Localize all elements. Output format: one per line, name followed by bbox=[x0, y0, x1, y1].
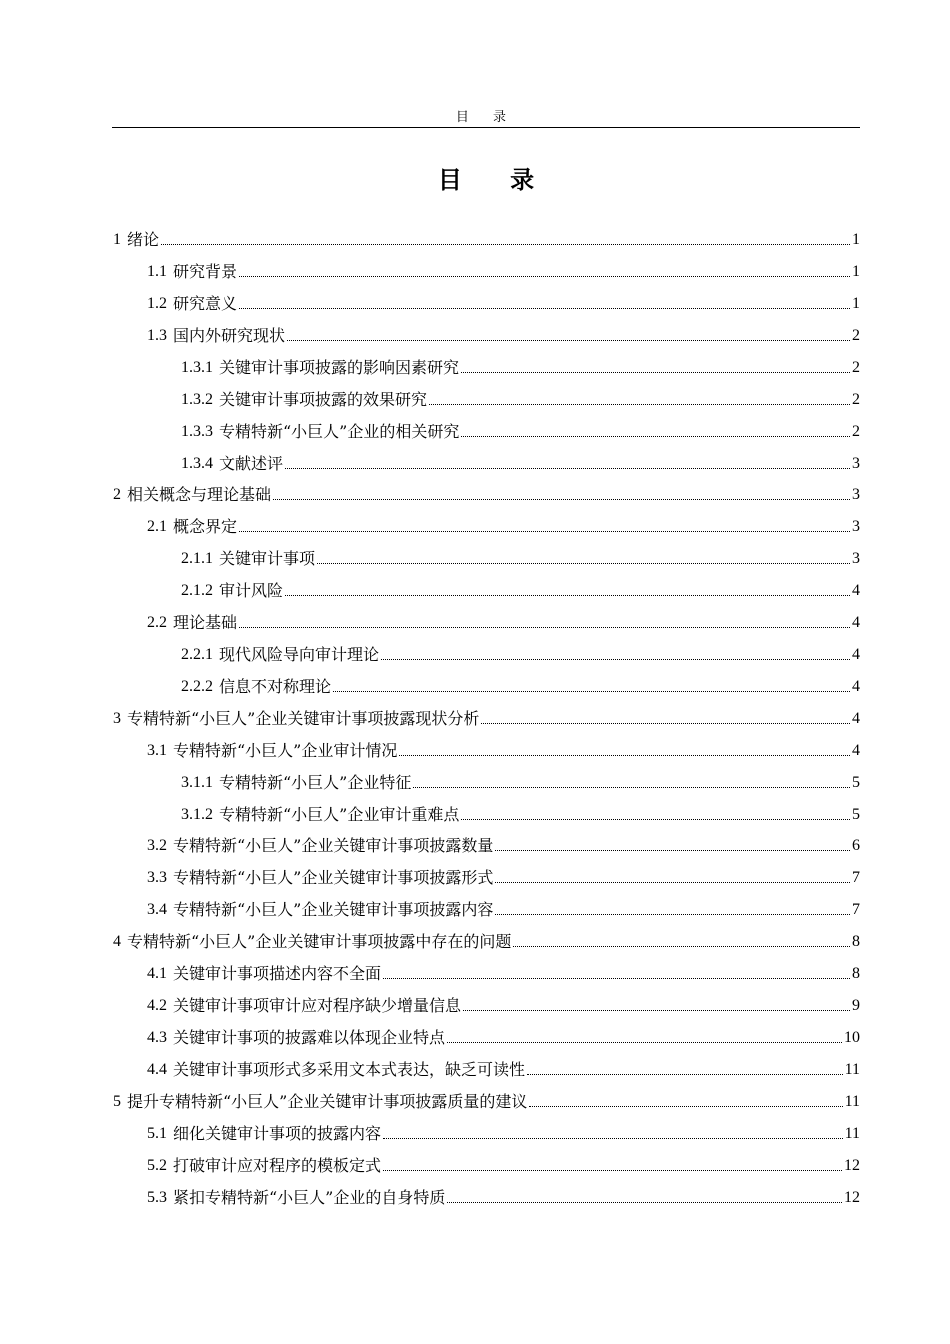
dot-leader bbox=[239, 308, 850, 309]
toc-page-number: 3 bbox=[852, 486, 860, 503]
dot-leader bbox=[429, 404, 850, 405]
toc-page-number: 2 bbox=[852, 423, 860, 440]
toc-text: 打破审计应对程序的模板定式 bbox=[173, 1156, 382, 1175]
toc-text: 专精特新“小巨人”企业关键审计事项披露中存在的问题 bbox=[127, 932, 512, 951]
dot-leader bbox=[287, 340, 850, 341]
toc-text: 专精特新“小巨人”企业关键审计事项披露数量 bbox=[173, 836, 494, 855]
dot-leader bbox=[527, 1074, 843, 1075]
toc-number: 5 bbox=[113, 1093, 121, 1110]
toc-text: 关键审计事项审计应对程序缺少增量信息 bbox=[173, 996, 462, 1015]
toc-entry[interactable] bbox=[181, 769, 860, 793]
toc-page-number: 2 bbox=[852, 359, 860, 376]
toc-text: 专精特新“小巨人”企业关键审计事项披露现状分析 bbox=[127, 709, 480, 728]
toc-entry[interactable] bbox=[147, 290, 860, 314]
dot-leader bbox=[239, 627, 850, 628]
toc-page-number: 9 bbox=[852, 997, 860, 1014]
toc-page-number: 3 bbox=[852, 550, 860, 567]
toc-page-number: 3 bbox=[852, 518, 860, 535]
toc-entry[interactable] bbox=[181, 418, 860, 442]
toc-number: 1.3 bbox=[147, 327, 167, 344]
toc-text: 理论基础 bbox=[173, 613, 238, 632]
toc-entry[interactable] bbox=[113, 705, 860, 729]
toc-entry[interactable] bbox=[181, 641, 860, 665]
toc-text: 专精特新“小巨人”企业特征 bbox=[219, 773, 412, 792]
toc-page-number: 11 bbox=[844, 1093, 860, 1110]
toc-text: 审计风险 bbox=[219, 581, 284, 600]
dot-leader bbox=[239, 276, 850, 277]
toc-entry[interactable] bbox=[147, 832, 860, 856]
dot-leader bbox=[161, 244, 850, 245]
toc-page-number: 2 bbox=[852, 327, 860, 344]
toc-entry[interactable] bbox=[147, 737, 860, 761]
toc-entry[interactable] bbox=[181, 545, 860, 569]
dot-leader bbox=[381, 659, 850, 660]
toc-number: 1.3.3 bbox=[181, 423, 213, 440]
dot-leader bbox=[461, 436, 850, 437]
toc-number: 2.1.1 bbox=[181, 550, 213, 567]
toc-text: 国内外研究现状 bbox=[173, 326, 286, 345]
toc-number: 3.2 bbox=[147, 837, 167, 854]
toc-text: 信息不对称理论 bbox=[219, 677, 332, 696]
toc-number: 4.4 bbox=[147, 1061, 167, 1078]
toc-entry[interactable] bbox=[147, 992, 860, 1016]
toc-text: 紧扣专精特新“小巨人”企业的自身特质 bbox=[173, 1188, 446, 1207]
toc-page-number: 5 bbox=[852, 806, 860, 823]
toc-page-number: 8 bbox=[852, 933, 860, 950]
toc-page-number: 4 bbox=[852, 582, 860, 599]
toc-entry[interactable] bbox=[147, 1152, 860, 1176]
toc-text: 专精特新“小巨人”企业关键审计事项披露形式 bbox=[173, 868, 494, 887]
toc-number: 1.3.4 bbox=[181, 455, 213, 472]
toc-number: 5.1 bbox=[147, 1125, 167, 1142]
toc-text: 现代风险导向审计理论 bbox=[219, 645, 380, 664]
toc-entry[interactable] bbox=[181, 801, 860, 825]
toc-entry[interactable] bbox=[147, 864, 860, 888]
toc-text: 专精特新“小巨人”企业关键审计事项披露内容 bbox=[173, 900, 494, 919]
toc-text: 绪论 bbox=[127, 230, 160, 249]
toc-entry[interactable] bbox=[147, 1184, 860, 1208]
toc-text: 研究意义 bbox=[173, 294, 238, 313]
toc-entry[interactable] bbox=[147, 1024, 860, 1048]
toc-number: 4.2 bbox=[147, 997, 167, 1014]
header-rule bbox=[112, 127, 860, 128]
toc-number: 1.3.2 bbox=[181, 391, 213, 408]
toc-entry[interactable] bbox=[113, 226, 860, 250]
toc-number: 3.4 bbox=[147, 901, 167, 918]
toc-entry[interactable] bbox=[147, 960, 860, 984]
toc-title: 目 录 bbox=[437, 166, 555, 194]
toc-number: 2.2.2 bbox=[181, 678, 213, 695]
dot-leader bbox=[447, 1202, 842, 1203]
dot-leader bbox=[463, 1010, 850, 1011]
toc-entry[interactable] bbox=[147, 258, 860, 282]
dot-leader bbox=[461, 819, 850, 820]
toc-page-number: 8 bbox=[852, 965, 860, 982]
dot-leader bbox=[481, 723, 850, 724]
toc-number: 2 bbox=[113, 486, 121, 503]
toc-text: 关键审计事项披露的效果研究 bbox=[219, 390, 428, 409]
toc-entry[interactable] bbox=[147, 896, 860, 920]
toc-number: 2.1 bbox=[147, 518, 167, 535]
dot-leader bbox=[513, 946, 850, 947]
toc-number: 3.1.1 bbox=[181, 774, 213, 791]
dot-leader bbox=[239, 531, 850, 532]
toc-entry[interactable] bbox=[147, 1120, 860, 1144]
toc-number: 1.3.1 bbox=[181, 359, 213, 376]
toc-entry[interactable] bbox=[181, 577, 860, 601]
toc-page-number: 5 bbox=[852, 774, 860, 791]
dot-leader bbox=[333, 691, 850, 692]
toc-text: 相关概念与理论基础 bbox=[127, 485, 272, 504]
toc-number: 5.3 bbox=[147, 1189, 167, 1206]
toc-entry[interactable] bbox=[113, 1088, 860, 1112]
toc-text: 提升专精特新“小巨人”企业关键审计事项披露质量的建议 bbox=[127, 1092, 528, 1111]
toc-number: 3.3 bbox=[147, 869, 167, 886]
toc-entry[interactable] bbox=[181, 354, 860, 378]
toc-number: 4.3 bbox=[147, 1029, 167, 1046]
toc-page-number: 3 bbox=[852, 455, 860, 472]
dot-leader bbox=[383, 978, 850, 979]
toc-number: 2.2 bbox=[147, 614, 167, 631]
toc-number: 3.1.2 bbox=[181, 806, 213, 823]
toc-entry[interactable] bbox=[147, 1056, 860, 1080]
dot-leader bbox=[495, 914, 850, 915]
toc-text: 概念界定 bbox=[173, 517, 238, 536]
toc-page-number: 7 bbox=[852, 869, 860, 886]
running-header: 目 录 bbox=[455, 110, 517, 125]
dot-leader bbox=[399, 755, 850, 756]
toc-number: 3.1 bbox=[147, 742, 167, 759]
toc-number: 4 bbox=[113, 933, 121, 950]
toc-page-number: 4 bbox=[852, 614, 860, 631]
toc-entry[interactable] bbox=[181, 386, 860, 410]
toc-text: 细化关键审计事项的披露内容 bbox=[173, 1124, 382, 1143]
toc-entry[interactable] bbox=[181, 673, 860, 697]
toc-page-number: 1 bbox=[852, 295, 860, 312]
toc-entry[interactable] bbox=[147, 609, 860, 633]
toc-text: 专精特新“小巨人”企业的相关研究 bbox=[219, 422, 460, 441]
toc-entry[interactable] bbox=[147, 513, 860, 537]
dot-leader bbox=[285, 595, 850, 596]
toc-page-number: 1 bbox=[852, 263, 860, 280]
dot-leader bbox=[383, 1138, 843, 1139]
toc-number: 5.2 bbox=[147, 1157, 167, 1174]
toc-page-number: 4 bbox=[852, 710, 860, 727]
toc-text: 关键审计事项描述内容不全面 bbox=[173, 964, 382, 983]
dot-leader bbox=[495, 850, 850, 851]
dot-leader bbox=[317, 563, 850, 564]
dot-leader bbox=[495, 882, 850, 883]
dot-leader bbox=[413, 787, 850, 788]
toc-page-number: 10 bbox=[844, 1029, 860, 1046]
toc-text: 关键审计事项的披露难以体现企业特点 bbox=[173, 1028, 446, 1047]
dot-leader bbox=[529, 1106, 842, 1107]
toc-page-number: 12 bbox=[844, 1189, 860, 1206]
toc-text: 文献述评 bbox=[219, 454, 284, 473]
toc-page-number: 2 bbox=[852, 391, 860, 408]
toc-text: 研究背景 bbox=[173, 262, 238, 281]
toc-entry[interactable] bbox=[147, 322, 860, 346]
toc-number: 4.1 bbox=[147, 965, 167, 982]
dot-leader bbox=[273, 499, 850, 500]
dot-leader bbox=[447, 1042, 842, 1043]
toc-number: 3 bbox=[113, 710, 121, 727]
toc-entry[interactable] bbox=[181, 450, 860, 474]
toc-page-number: 11 bbox=[844, 1061, 860, 1078]
toc-page-number: 4 bbox=[852, 742, 860, 759]
toc-number: 2.2.1 bbox=[181, 646, 213, 663]
toc-text: 关键审计事项形式多采用文本式表达，缺乏可读性 bbox=[173, 1060, 526, 1079]
toc-page-number: 4 bbox=[852, 646, 860, 663]
toc-entry[interactable] bbox=[113, 928, 860, 952]
toc-text: 关键审计事项 bbox=[219, 549, 316, 568]
toc-page-number: 6 bbox=[852, 837, 860, 854]
toc-text: 专精特新“小巨人”企业审计情况 bbox=[173, 741, 398, 760]
toc-page-number: 7 bbox=[852, 901, 860, 918]
toc-number: 1 bbox=[113, 231, 121, 248]
toc-page-number: 11 bbox=[844, 1125, 860, 1142]
toc-number: 1.1 bbox=[147, 263, 167, 280]
toc-number: 1.2 bbox=[147, 295, 167, 312]
toc-page-number: 12 bbox=[844, 1157, 860, 1174]
dot-leader bbox=[383, 1170, 842, 1171]
toc-page-number: 4 bbox=[852, 678, 860, 695]
toc-entry[interactable] bbox=[113, 481, 860, 505]
toc-text: 专精特新“小巨人”企业审计重难点 bbox=[219, 805, 460, 824]
toc-number: 2.1.2 bbox=[181, 582, 213, 599]
toc-text: 关键审计事项披露的影响因素研究 bbox=[219, 358, 460, 377]
dot-leader bbox=[285, 468, 850, 469]
dot-leader bbox=[461, 372, 850, 373]
toc-page-number: 1 bbox=[852, 231, 860, 248]
